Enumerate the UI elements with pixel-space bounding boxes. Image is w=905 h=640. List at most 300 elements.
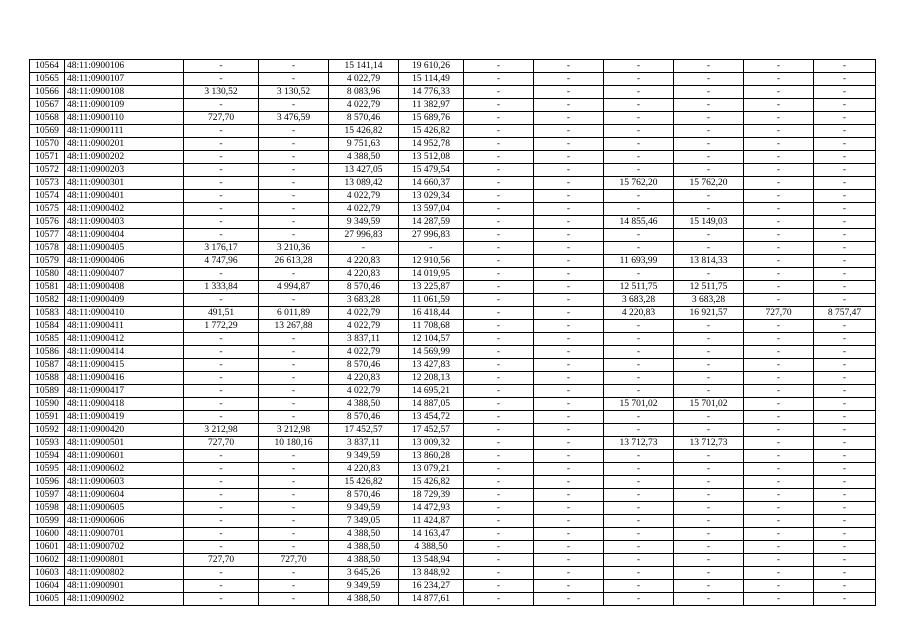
value-col-12-cell: - xyxy=(814,359,876,372)
value-col-3-cell: - xyxy=(184,73,259,86)
value-col-4-cell: - xyxy=(259,203,329,216)
value-col-10-cell: 15 762,20 xyxy=(674,177,744,190)
value-col-4-cell: - xyxy=(259,528,329,541)
value-col-7-cell: - xyxy=(464,502,534,515)
table-row xyxy=(30,125,876,138)
row-number-cell: 10570 xyxy=(30,138,65,151)
row-number-cell: 10601 xyxy=(30,541,65,554)
value-col-10-cell: - xyxy=(674,229,744,242)
value-col-5-cell: 4 022,79 xyxy=(329,385,399,398)
value-col-6-cell: 14 695,21 xyxy=(399,385,464,398)
value-col-12-cell: - xyxy=(814,294,876,307)
value-col-12-cell: - xyxy=(814,73,876,86)
value-col-9-cell: 4 220,83 xyxy=(604,307,674,320)
cadastral-number-cell: 48:11:0900412 xyxy=(65,333,184,346)
cadastral-number-cell: 48:11:0900301 xyxy=(65,177,184,190)
value-col-8-cell: - xyxy=(534,86,604,99)
cadastral-number-cell: 48:11:0900106 xyxy=(65,60,184,73)
value-col-10-cell: - xyxy=(674,359,744,372)
value-col-8-cell: - xyxy=(534,489,604,502)
value-col-10-cell: 12 511,75 xyxy=(674,281,744,294)
value-col-6-cell: 4 388,50 xyxy=(399,541,464,554)
value-col-11-cell: - xyxy=(744,489,814,502)
value-col-10-cell: 15 149,03 xyxy=(674,216,744,229)
cadastral-number-cell: 48:11:0900604 xyxy=(65,489,184,502)
cadastral-number-cell: 48:11:0900203 xyxy=(65,164,184,177)
value-col-7-cell: - xyxy=(464,177,534,190)
value-col-9-cell: - xyxy=(604,125,674,138)
row-number-cell: 10581 xyxy=(30,281,65,294)
value-col-8-cell: - xyxy=(534,203,604,216)
value-col-8-cell: - xyxy=(534,112,604,125)
value-col-10-cell: - xyxy=(674,86,744,99)
value-col-4-cell: - xyxy=(259,216,329,229)
value-col-8-cell: - xyxy=(534,385,604,398)
value-col-8-cell: - xyxy=(534,567,604,580)
value-col-5-cell: 9 349,59 xyxy=(329,580,399,593)
value-col-7-cell: - xyxy=(464,203,534,216)
value-col-12-cell: - xyxy=(814,554,876,567)
value-col-6-cell: 13 860,28 xyxy=(399,450,464,463)
value-col-6-cell: 16 418,44 xyxy=(399,307,464,320)
value-col-9-cell: - xyxy=(604,268,674,281)
value-col-10-cell: - xyxy=(674,502,744,515)
value-col-12-cell: - xyxy=(814,164,876,177)
value-col-7-cell: - xyxy=(464,229,534,242)
value-col-5-cell: 4 388,50 xyxy=(329,528,399,541)
value-col-6-cell: 17 452,57 xyxy=(399,424,464,437)
value-col-11-cell: - xyxy=(744,151,814,164)
row-number-cell: 10590 xyxy=(30,398,65,411)
value-col-10-cell: - xyxy=(674,411,744,424)
table-row xyxy=(30,463,876,476)
value-col-9-cell: - xyxy=(604,138,674,151)
value-col-7-cell: - xyxy=(464,385,534,398)
value-col-11-cell: - xyxy=(744,567,814,580)
value-col-8-cell: - xyxy=(534,437,604,450)
row-number-cell: 10568 xyxy=(30,112,65,125)
value-col-3-cell: - xyxy=(184,203,259,216)
value-col-5-cell: 13 089,42 xyxy=(329,177,399,190)
value-col-7-cell: - xyxy=(464,73,534,86)
value-col-9-cell: - xyxy=(604,164,674,177)
value-col-11-cell: - xyxy=(744,476,814,489)
value-col-11-cell: - xyxy=(744,411,814,424)
table-row xyxy=(30,411,876,424)
value-col-10-cell: - xyxy=(674,463,744,476)
value-col-11-cell: - xyxy=(744,450,814,463)
row-number-cell: 10592 xyxy=(30,424,65,437)
value-col-6-cell: 14 887,05 xyxy=(399,398,464,411)
value-col-10-cell: - xyxy=(674,60,744,73)
value-col-9-cell: - xyxy=(604,554,674,567)
cadastral-number-cell: 48:11:0900417 xyxy=(65,385,184,398)
value-col-8-cell: - xyxy=(534,164,604,177)
cadastral-number-cell: 48:11:0900401 xyxy=(65,190,184,203)
value-col-6-cell: 14 163,47 xyxy=(399,528,464,541)
value-col-9-cell: - xyxy=(604,60,674,73)
value-col-9-cell: - xyxy=(604,411,674,424)
table-row xyxy=(30,554,876,567)
value-col-8-cell: - xyxy=(534,593,604,606)
value-col-10-cell: - xyxy=(674,268,744,281)
value-col-3-cell: - xyxy=(184,528,259,541)
value-col-10-cell: 13 712,73 xyxy=(674,437,744,450)
value-col-5-cell: 8 570,46 xyxy=(329,112,399,125)
value-col-4-cell: - xyxy=(259,593,329,606)
value-col-6-cell: 14 472,93 xyxy=(399,502,464,515)
row-number-cell: 10569 xyxy=(30,125,65,138)
value-col-12-cell: - xyxy=(814,437,876,450)
value-col-3-cell: - xyxy=(184,515,259,528)
cadastral-number-cell: 48:11:0900414 xyxy=(65,346,184,359)
value-col-7-cell: - xyxy=(464,242,534,255)
value-col-6-cell: 12 104,57 xyxy=(399,333,464,346)
value-col-9-cell: - xyxy=(604,385,674,398)
value-col-5-cell: 8 570,46 xyxy=(329,489,399,502)
cadastral-number-cell: 48:11:0900801 xyxy=(65,554,184,567)
row-number-cell: 10597 xyxy=(30,489,65,502)
row-number-cell: 10567 xyxy=(30,99,65,112)
value-col-7-cell: - xyxy=(464,294,534,307)
value-col-4-cell: 6 011,89 xyxy=(259,307,329,320)
value-col-7-cell: - xyxy=(464,372,534,385)
value-col-8-cell: - xyxy=(534,333,604,346)
value-col-5-cell: 13 427,05 xyxy=(329,164,399,177)
value-col-5-cell: 4 220,83 xyxy=(329,463,399,476)
value-col-3-cell: - xyxy=(184,450,259,463)
value-col-6-cell: 13 597,04 xyxy=(399,203,464,216)
value-col-6-cell: 13 029,34 xyxy=(399,190,464,203)
value-col-12-cell: - xyxy=(814,411,876,424)
value-col-10-cell: - xyxy=(674,73,744,86)
value-col-10-cell: - xyxy=(674,242,744,255)
value-col-11-cell: - xyxy=(744,242,814,255)
value-col-3-cell: 491,51 xyxy=(184,307,259,320)
value-col-4-cell: 727,70 xyxy=(259,554,329,567)
value-col-9-cell: - xyxy=(604,203,674,216)
table-row xyxy=(30,242,876,255)
value-col-3-cell: - xyxy=(184,411,259,424)
value-col-8-cell: - xyxy=(534,268,604,281)
value-col-12-cell: - xyxy=(814,190,876,203)
cadastral-number-cell: 48:11:0900702 xyxy=(65,541,184,554)
value-col-3-cell: - xyxy=(184,541,259,554)
value-col-6-cell: 18 729,39 xyxy=(399,489,464,502)
value-col-8-cell: - xyxy=(534,554,604,567)
value-col-6-cell: 13 454,72 xyxy=(399,411,464,424)
cadastral-number-cell: 48:11:0900408 xyxy=(65,281,184,294)
value-col-9-cell: - xyxy=(604,528,674,541)
table-row xyxy=(30,424,876,437)
value-col-4-cell: - xyxy=(259,333,329,346)
value-col-7-cell: - xyxy=(464,489,534,502)
value-col-3-cell: - xyxy=(184,229,259,242)
value-col-11-cell: - xyxy=(744,138,814,151)
value-col-11-cell: - xyxy=(744,268,814,281)
table-row xyxy=(30,73,876,86)
value-col-3-cell: - xyxy=(184,346,259,359)
value-col-5-cell: 15 426,82 xyxy=(329,125,399,138)
value-col-5-cell: 9 349,59 xyxy=(329,502,399,515)
value-col-12-cell: - xyxy=(814,60,876,73)
value-col-10-cell: - xyxy=(674,528,744,541)
value-col-12-cell: - xyxy=(814,138,876,151)
value-col-7-cell: - xyxy=(464,268,534,281)
table-row xyxy=(30,541,876,554)
value-col-12-cell: - xyxy=(814,229,876,242)
value-col-4-cell: - xyxy=(259,268,329,281)
value-col-9-cell: 11 693,99 xyxy=(604,255,674,268)
value-col-4-cell: - xyxy=(259,385,329,398)
value-col-3-cell: - xyxy=(184,385,259,398)
value-col-6-cell: 15 689,76 xyxy=(399,112,464,125)
value-col-7-cell: - xyxy=(464,450,534,463)
cadastral-number-cell: 48:11:0900415 xyxy=(65,359,184,372)
value-col-9-cell: - xyxy=(604,541,674,554)
value-col-3-cell: - xyxy=(184,138,259,151)
value-col-8-cell: - xyxy=(534,73,604,86)
value-col-6-cell: 13 009,32 xyxy=(399,437,464,450)
table-row xyxy=(30,164,876,177)
value-col-10-cell: - xyxy=(674,476,744,489)
value-col-12-cell: - xyxy=(814,255,876,268)
value-col-6-cell: 27 996,83 xyxy=(399,229,464,242)
row-number-cell: 10575 xyxy=(30,203,65,216)
row-number-cell: 10605 xyxy=(30,593,65,606)
data-table xyxy=(29,59,876,606)
table-row xyxy=(30,333,876,346)
value-col-7-cell: - xyxy=(464,99,534,112)
value-col-4-cell: 26 613,28 xyxy=(259,255,329,268)
value-col-9-cell: - xyxy=(604,346,674,359)
value-col-4-cell: 4 994,87 xyxy=(259,281,329,294)
value-col-10-cell: - xyxy=(674,515,744,528)
value-col-9-cell: - xyxy=(604,424,674,437)
value-col-5-cell: 4 388,50 xyxy=(329,398,399,411)
value-col-9-cell: - xyxy=(604,359,674,372)
value-col-4-cell: - xyxy=(259,541,329,554)
value-col-4-cell: 3 212,98 xyxy=(259,424,329,437)
value-col-3-cell: - xyxy=(184,60,259,73)
value-col-6-cell: 13 512,08 xyxy=(399,151,464,164)
table-row xyxy=(30,268,876,281)
cadastral-number-cell: 48:11:0900411 xyxy=(65,320,184,333)
value-col-11-cell: - xyxy=(744,515,814,528)
value-col-12-cell: - xyxy=(814,502,876,515)
value-col-3-cell: 1 772,29 xyxy=(184,320,259,333)
value-col-12-cell: - xyxy=(814,385,876,398)
cadastral-number-cell: 48:11:0900603 xyxy=(65,476,184,489)
value-col-10-cell: - xyxy=(674,164,744,177)
value-col-11-cell: - xyxy=(744,229,814,242)
value-col-3-cell: - xyxy=(184,567,259,580)
value-col-11-cell: - xyxy=(744,60,814,73)
row-number-cell: 10565 xyxy=(30,73,65,86)
value-col-4-cell: - xyxy=(259,99,329,112)
value-col-12-cell: - xyxy=(814,216,876,229)
value-col-12-cell: - xyxy=(814,112,876,125)
value-col-4-cell: - xyxy=(259,164,329,177)
value-col-8-cell: - xyxy=(534,450,604,463)
value-col-8-cell: - xyxy=(534,411,604,424)
value-col-12-cell: - xyxy=(814,424,876,437)
value-col-4-cell: - xyxy=(259,125,329,138)
value-col-3-cell: - xyxy=(184,593,259,606)
value-col-8-cell: - xyxy=(534,372,604,385)
value-col-5-cell: 9 751,63 xyxy=(329,138,399,151)
value-col-11-cell: - xyxy=(744,99,814,112)
value-col-8-cell: - xyxy=(534,476,604,489)
value-col-10-cell: - xyxy=(674,151,744,164)
value-col-6-cell: 14 019,95 xyxy=(399,268,464,281)
value-col-5-cell: 17 452,57 xyxy=(329,424,399,437)
value-col-6-cell: 14 569,99 xyxy=(399,346,464,359)
value-col-8-cell: - xyxy=(534,463,604,476)
value-col-12-cell: - xyxy=(814,463,876,476)
value-col-7-cell: - xyxy=(464,125,534,138)
value-col-8-cell: - xyxy=(534,359,604,372)
row-number-cell: 10591 xyxy=(30,411,65,424)
value-col-12-cell: - xyxy=(814,268,876,281)
value-col-7-cell: - xyxy=(464,307,534,320)
value-col-9-cell: - xyxy=(604,593,674,606)
table-row xyxy=(30,450,876,463)
value-col-11-cell: - xyxy=(744,177,814,190)
value-col-7-cell: - xyxy=(464,554,534,567)
value-col-3-cell: - xyxy=(184,190,259,203)
value-col-5-cell: 4 022,79 xyxy=(329,99,399,112)
value-col-5-cell: 4 388,50 xyxy=(329,593,399,606)
value-col-6-cell: 13 079,21 xyxy=(399,463,464,476)
value-col-10-cell: - xyxy=(674,346,744,359)
cadastral-number-cell: 48:11:0900407 xyxy=(65,268,184,281)
table-row xyxy=(30,476,876,489)
value-col-4-cell: - xyxy=(259,229,329,242)
cadastral-number-cell: 48:11:0900202 xyxy=(65,151,184,164)
value-col-6-cell: 11 424,87 xyxy=(399,515,464,528)
value-col-7-cell: - xyxy=(464,359,534,372)
row-number-cell: 10595 xyxy=(30,463,65,476)
value-col-4-cell: 13 267,88 xyxy=(259,320,329,333)
value-col-5-cell: 4 220,83 xyxy=(329,268,399,281)
table-row xyxy=(30,489,876,502)
value-col-5-cell: 8 570,46 xyxy=(329,281,399,294)
value-col-7-cell: - xyxy=(464,593,534,606)
value-col-10-cell: - xyxy=(674,593,744,606)
value-col-7-cell: - xyxy=(464,411,534,424)
value-col-4-cell: - xyxy=(259,372,329,385)
value-col-7-cell: - xyxy=(464,151,534,164)
value-col-4-cell: - xyxy=(259,294,329,307)
value-col-12-cell: 8 757,47 xyxy=(814,307,876,320)
value-col-11-cell: - xyxy=(744,398,814,411)
value-col-3-cell: - xyxy=(184,372,259,385)
table-row xyxy=(30,502,876,515)
value-col-3-cell: 727,70 xyxy=(184,112,259,125)
cadastral-number-cell: 48:11:0900404 xyxy=(65,229,184,242)
row-number-cell: 10593 xyxy=(30,437,65,450)
table-row xyxy=(30,138,876,151)
value-col-10-cell: - xyxy=(674,112,744,125)
value-col-9-cell: - xyxy=(604,372,674,385)
table-row xyxy=(30,99,876,112)
value-col-12-cell: - xyxy=(814,125,876,138)
cadastral-number-cell: 48:11:0900111 xyxy=(65,125,184,138)
value-col-5-cell: 15 141,14 xyxy=(329,60,399,73)
value-col-8-cell: - xyxy=(534,320,604,333)
row-number-cell: 10586 xyxy=(30,346,65,359)
value-col-6-cell: 13 427,83 xyxy=(399,359,464,372)
value-col-12-cell: - xyxy=(814,242,876,255)
value-col-4-cell: - xyxy=(259,398,329,411)
value-col-3-cell: - xyxy=(184,359,259,372)
table-row xyxy=(30,203,876,216)
value-col-4-cell: - xyxy=(259,580,329,593)
value-col-6-cell: 12 910,56 xyxy=(399,255,464,268)
value-col-12-cell: - xyxy=(814,398,876,411)
value-col-11-cell: - xyxy=(744,463,814,476)
value-col-10-cell: - xyxy=(674,567,744,580)
value-col-12-cell: - xyxy=(814,320,876,333)
value-col-3-cell: - xyxy=(184,151,259,164)
value-col-10-cell: - xyxy=(674,320,744,333)
value-col-12-cell: - xyxy=(814,450,876,463)
value-col-9-cell: - xyxy=(604,567,674,580)
cadastral-number-cell: 48:11:0900418 xyxy=(65,398,184,411)
cadastral-number-cell: 48:11:0900410 xyxy=(65,307,184,320)
cadastral-number-cell: 48:11:0900601 xyxy=(65,450,184,463)
value-col-7-cell: - xyxy=(464,320,534,333)
value-col-5-cell: 15 426,82 xyxy=(329,476,399,489)
value-col-6-cell: 13 848,92 xyxy=(399,567,464,580)
row-number-cell: 10580 xyxy=(30,268,65,281)
row-number-cell: 10578 xyxy=(30,242,65,255)
value-col-9-cell: 13 712,73 xyxy=(604,437,674,450)
value-col-9-cell: - xyxy=(604,515,674,528)
value-col-8-cell: - xyxy=(534,216,604,229)
value-col-7-cell: - xyxy=(464,333,534,346)
table-row xyxy=(30,229,876,242)
row-number-cell: 10587 xyxy=(30,359,65,372)
value-col-4-cell: - xyxy=(259,463,329,476)
value-col-6-cell: 16 234,27 xyxy=(399,580,464,593)
value-col-7-cell: - xyxy=(464,567,534,580)
value-col-8-cell: - xyxy=(534,528,604,541)
row-number-cell: 10564 xyxy=(30,60,65,73)
value-col-5-cell: 3 683,28 xyxy=(329,294,399,307)
value-col-6-cell: 14 952,78 xyxy=(399,138,464,151)
value-col-8-cell: - xyxy=(534,541,604,554)
value-col-5-cell: 3 837,11 xyxy=(329,333,399,346)
value-col-9-cell: - xyxy=(604,73,674,86)
table-row xyxy=(30,372,876,385)
cadastral-number-cell: 48:11:0900419 xyxy=(65,411,184,424)
table-row xyxy=(30,216,876,229)
value-col-7-cell: - xyxy=(464,164,534,177)
value-col-8-cell: - xyxy=(534,151,604,164)
row-number-cell: 10589 xyxy=(30,385,65,398)
table-row xyxy=(30,580,876,593)
cadastral-number-cell: 48:11:0900902 xyxy=(65,593,184,606)
value-col-11-cell: 727,70 xyxy=(744,307,814,320)
value-col-11-cell: - xyxy=(744,86,814,99)
table-row xyxy=(30,151,876,164)
cadastral-number-cell: 48:11:0900107 xyxy=(65,73,184,86)
value-col-12-cell: - xyxy=(814,86,876,99)
value-col-5-cell: 8 083,96 xyxy=(329,86,399,99)
value-col-4-cell: - xyxy=(259,73,329,86)
